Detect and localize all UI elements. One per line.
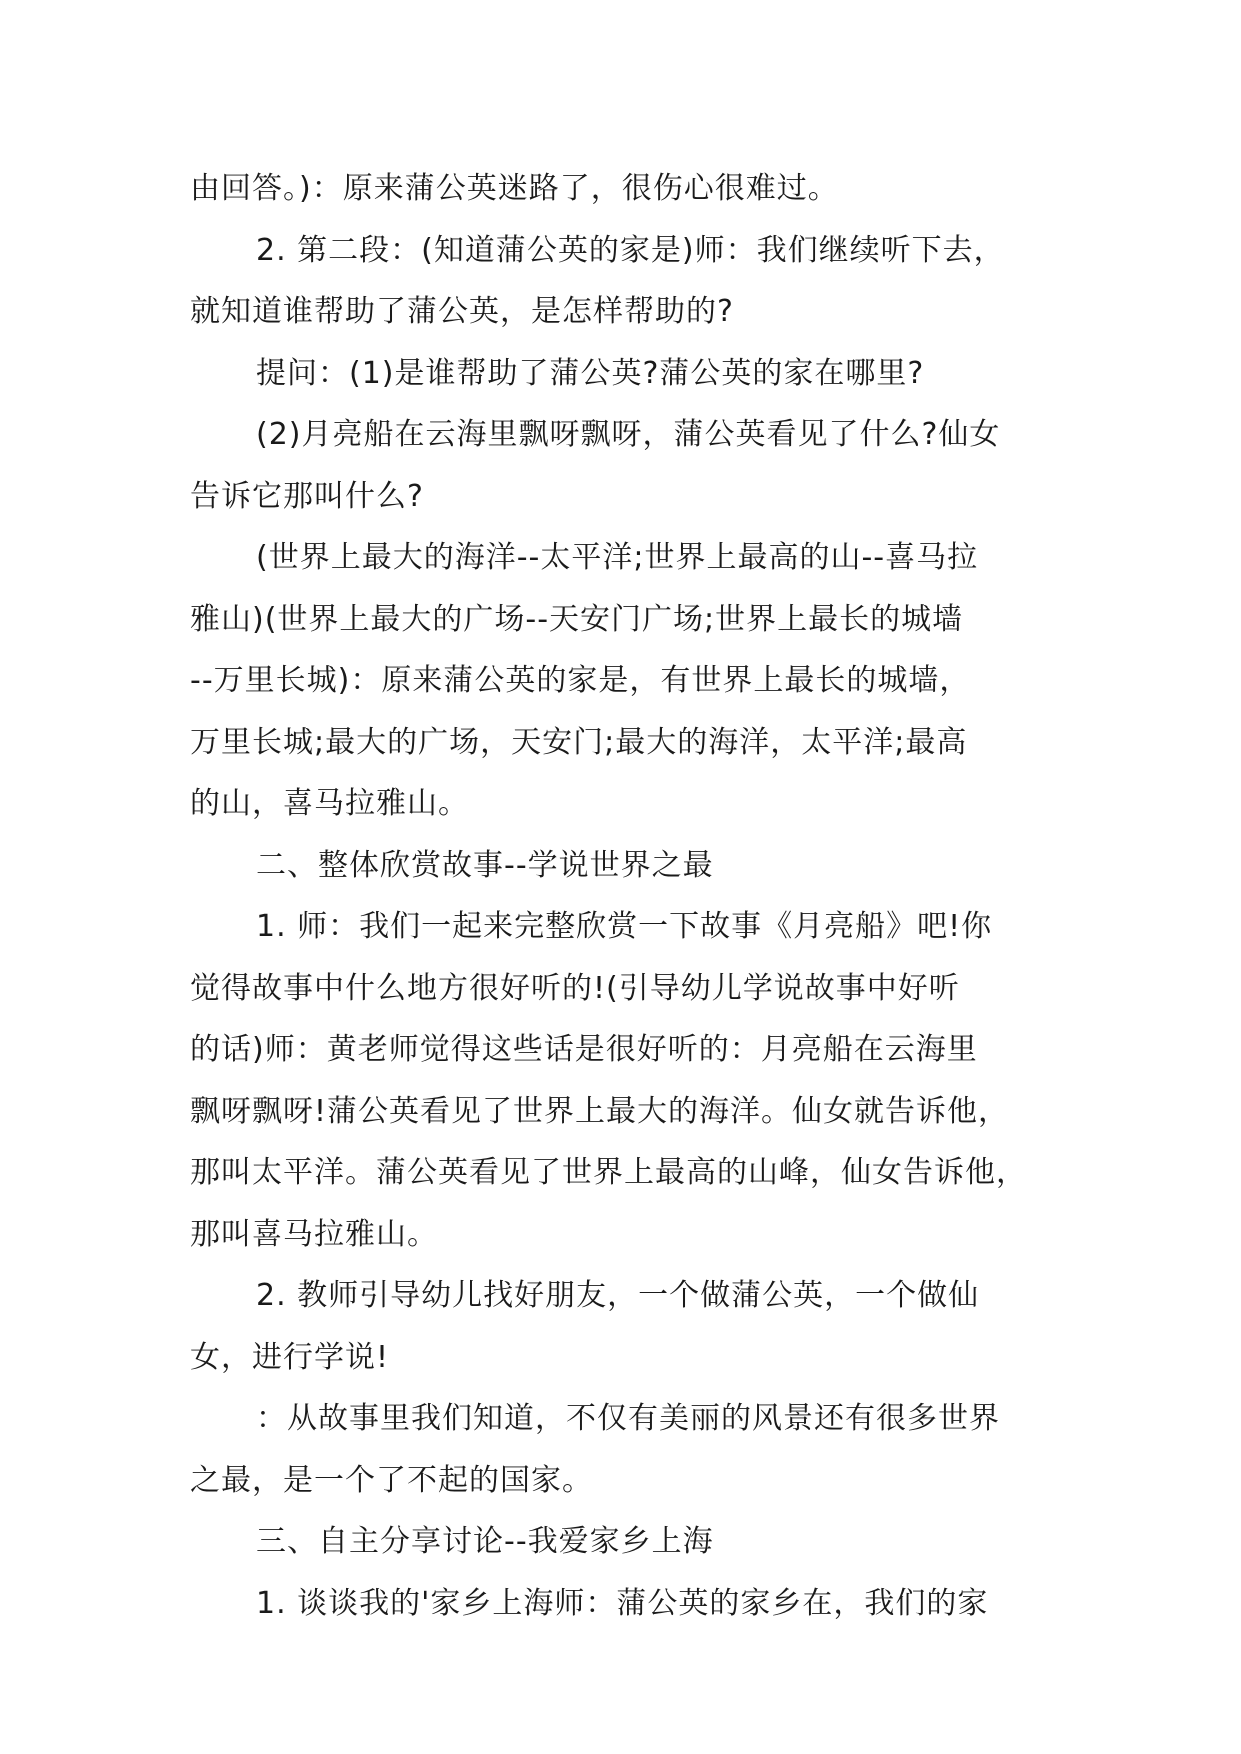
text-line: 就知道谁帮助了蒲公英，是怎样帮助的? (190, 294, 734, 329)
text-line: (世界上最大的海洋--太平洋;世界上最高的山--喜马拉 (256, 540, 979, 575)
text-line: 的话)师：黄老师觉得这些话是很好听的：月亮船在云海里 (190, 1032, 978, 1067)
text-line: 1. 师：我们一起来完整欣赏一下故事《月亮船》吧!你 (256, 909, 993, 944)
text-line: --万里长城)：原来蒲公英的家是，有世界上最长的城墙， (190, 663, 971, 698)
text-line: 告诉它那叫什么? (190, 478, 424, 514)
text-line: 的山，喜马拉雅山。 (190, 786, 469, 821)
text-line: 飘呀飘呀!蒲公英看见了世界上最大的海洋。仙女就告诉他， (190, 1093, 1010, 1129)
text-line: 雅山)(世界上最大的广场--天安门广场;世界上最长的城墙 (190, 601, 964, 637)
text-line: 2. 第二段：(知道蒲公英的家是)师：我们继续听下去， (256, 232, 1005, 268)
text-line: 那叫太平洋。蒲公英看见了世界上最高的山峰，仙女告诉他， (190, 1155, 1027, 1190)
text-line: (2)月亮船在云海里飘呀飘呀，蒲公英看见了什么?仙女 (256, 417, 1001, 452)
section-heading: 三、自主分享讨论--我爱家乡上海 (256, 1524, 714, 1559)
text-line: 1. 谈谈我的'家乡上海师：蒲公英的家乡在，我们的家 (256, 1585, 989, 1621)
text-line: 2. 教师引导幼儿找好朋友，一个做蒲公英，一个做仙 (256, 1278, 980, 1313)
text-line: 女，进行学说! (190, 1339, 390, 1375)
text-line: 万里长城;最大的广场，天安门;最大的海洋，太平洋;最高 (190, 724, 968, 760)
section-heading: 二、整体欣赏故事--学说世界之最 (256, 847, 714, 883)
text-line: 那叫喜马拉雅山。 (190, 1216, 438, 1252)
text-line: 由回答。)：原来蒲公英迷路了，很伤心很难过。 (190, 171, 839, 206)
text-line: 之最，是一个了不起的国家。 (190, 1462, 593, 1498)
text-line: ：从故事里我们知道，不仅有美丽的风景还有很多世界 (256, 1401, 1000, 1436)
text-line: 提问：(1)是谁帮助了蒲公英?蒲公英的家在哪里? (256, 355, 925, 391)
document-body (190, 158, 1050, 1634)
text-line: 觉得故事中什么地方很好听的!(引导幼儿学说故事中好听 (190, 970, 960, 1006)
